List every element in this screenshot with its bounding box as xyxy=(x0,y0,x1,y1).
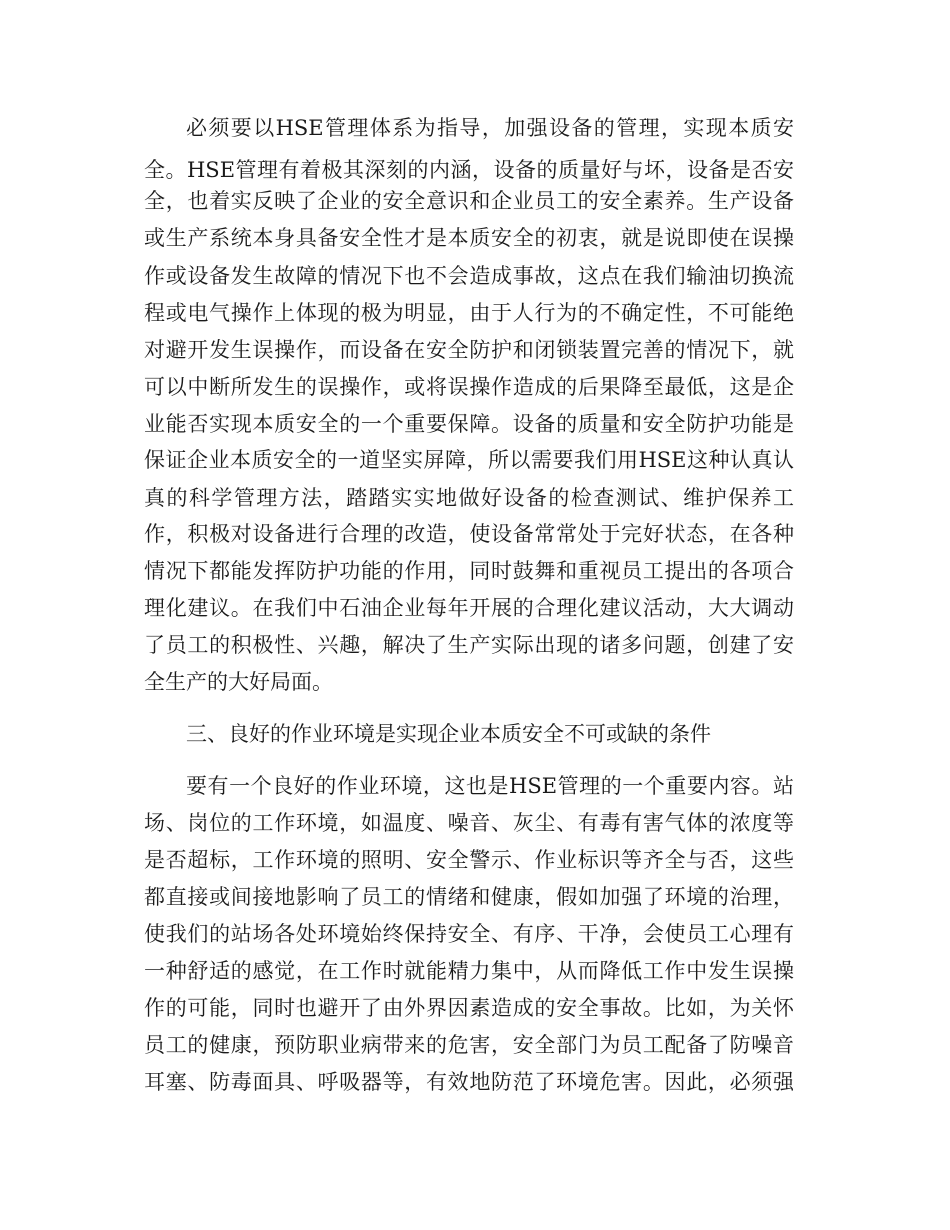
paragraph-3-line-9: 耳塞、防毒面具、呼吸器等，有效地防范了环境危害。因此，必须强 xyxy=(144,1070,794,1094)
paragraph-1-line-1: 必须要以HSE管理体系为指导，加强设备的管理，实现本质安 xyxy=(186,116,794,140)
paragraph-1-line-12: 作，积极对设备进行合理的改造，使设备常常处于完好状态，在各种 xyxy=(144,522,794,546)
section-heading: 三、良好的作业环境是实现企业本质安全不可或缺的条件 xyxy=(186,722,711,746)
paragraph-3-line-4: 都直接或间接地影响了员工的情绪和健康，假如加强了环境的治理， xyxy=(144,885,794,909)
paragraph-1-line-2: 全。HSE管理有着极其深刻的内涵，设备的质量好与坏，设备是否安 xyxy=(144,158,794,182)
paragraph-3-line-2: 场、岗位的工作环境，如温度、噪音、灰尘、有毒有害气体的浓度等 xyxy=(144,811,794,835)
paragraph-1-line-11: 真的科学管理方法，踏踏实实地做好设备的检查测试、维护保养工 xyxy=(144,486,794,510)
paragraph-3-line-8: 员工的健康，预防职业病带来的危害，安全部门为员工配备了防噪音 xyxy=(144,1033,794,1057)
paragraph-1-line-9: 业能否实现本质安全的一个重要保障。设备的质量和安全防护功能是 xyxy=(144,412,794,436)
paragraph-1-line-3: 全，也着实反映了企业的安全意识和企业员工的安全素养。生产设备 xyxy=(144,189,794,213)
paragraph-1-line-15: 了员工的积极性、兴趣，解决了生产实际出现的诸多问题，创建了安 xyxy=(144,633,794,657)
paragraph-3-line-1: 要有一个良好的作业环境，这也是HSE管理的一个重要内容。站 xyxy=(186,774,794,798)
paragraph-3-line-5: 使我们的站场各处环境始终保持安全、有序、干净，会使员工心理有 xyxy=(144,922,794,946)
paragraph-1-line-4: 或生产系统本身具备安全性才是本质安全的初衷，就是说即使在误操 xyxy=(144,226,794,250)
paragraph-1-line-10: 保证企业本质安全的一道坚实屏障，所以需要我们用HSE这种认真认 xyxy=(144,448,794,472)
paragraph-1-line-5: 作或设备发生故障的情况下也不会造成事故，这点在我们输油切换流 xyxy=(144,264,794,288)
paragraph-1-line-6: 程或电气操作上体现的极为明显，由于人行为的不确定性，不可能绝 xyxy=(144,301,794,325)
paragraph-1-line-8: 可以中断所发生的误操作，或将误操作造成的后果降至最低，这是企 xyxy=(144,375,794,399)
paragraph-3-line-7: 作的可能，同时也避开了由外界因素造成的安全事故。比如，为关怀 xyxy=(144,996,794,1020)
paragraph-3-line-3: 是否超标，工作环境的照明、安全警示、作业标识等齐全与否，这些 xyxy=(144,848,794,872)
paragraph-3-line-6: 一种舒适的感觉，在工作时就能精力集中，从而降低工作中发生误操 xyxy=(144,959,794,983)
paragraph-1-line-13: 情况下都能发挥防护功能的作用，同时鼓舞和重视员工提出的各项合 xyxy=(144,559,794,583)
paragraph-1-line-7: 对避开发生误操作，而设备在安全防护和闭锁装置完善的情况下，就 xyxy=(144,338,794,362)
paragraph-1-line-14: 理化建议。在我们中石油企业每年开展的合理化建议活动，大大调动 xyxy=(144,596,794,620)
paragraph-1-line-16: 全生产的大好局面。 xyxy=(144,670,333,694)
